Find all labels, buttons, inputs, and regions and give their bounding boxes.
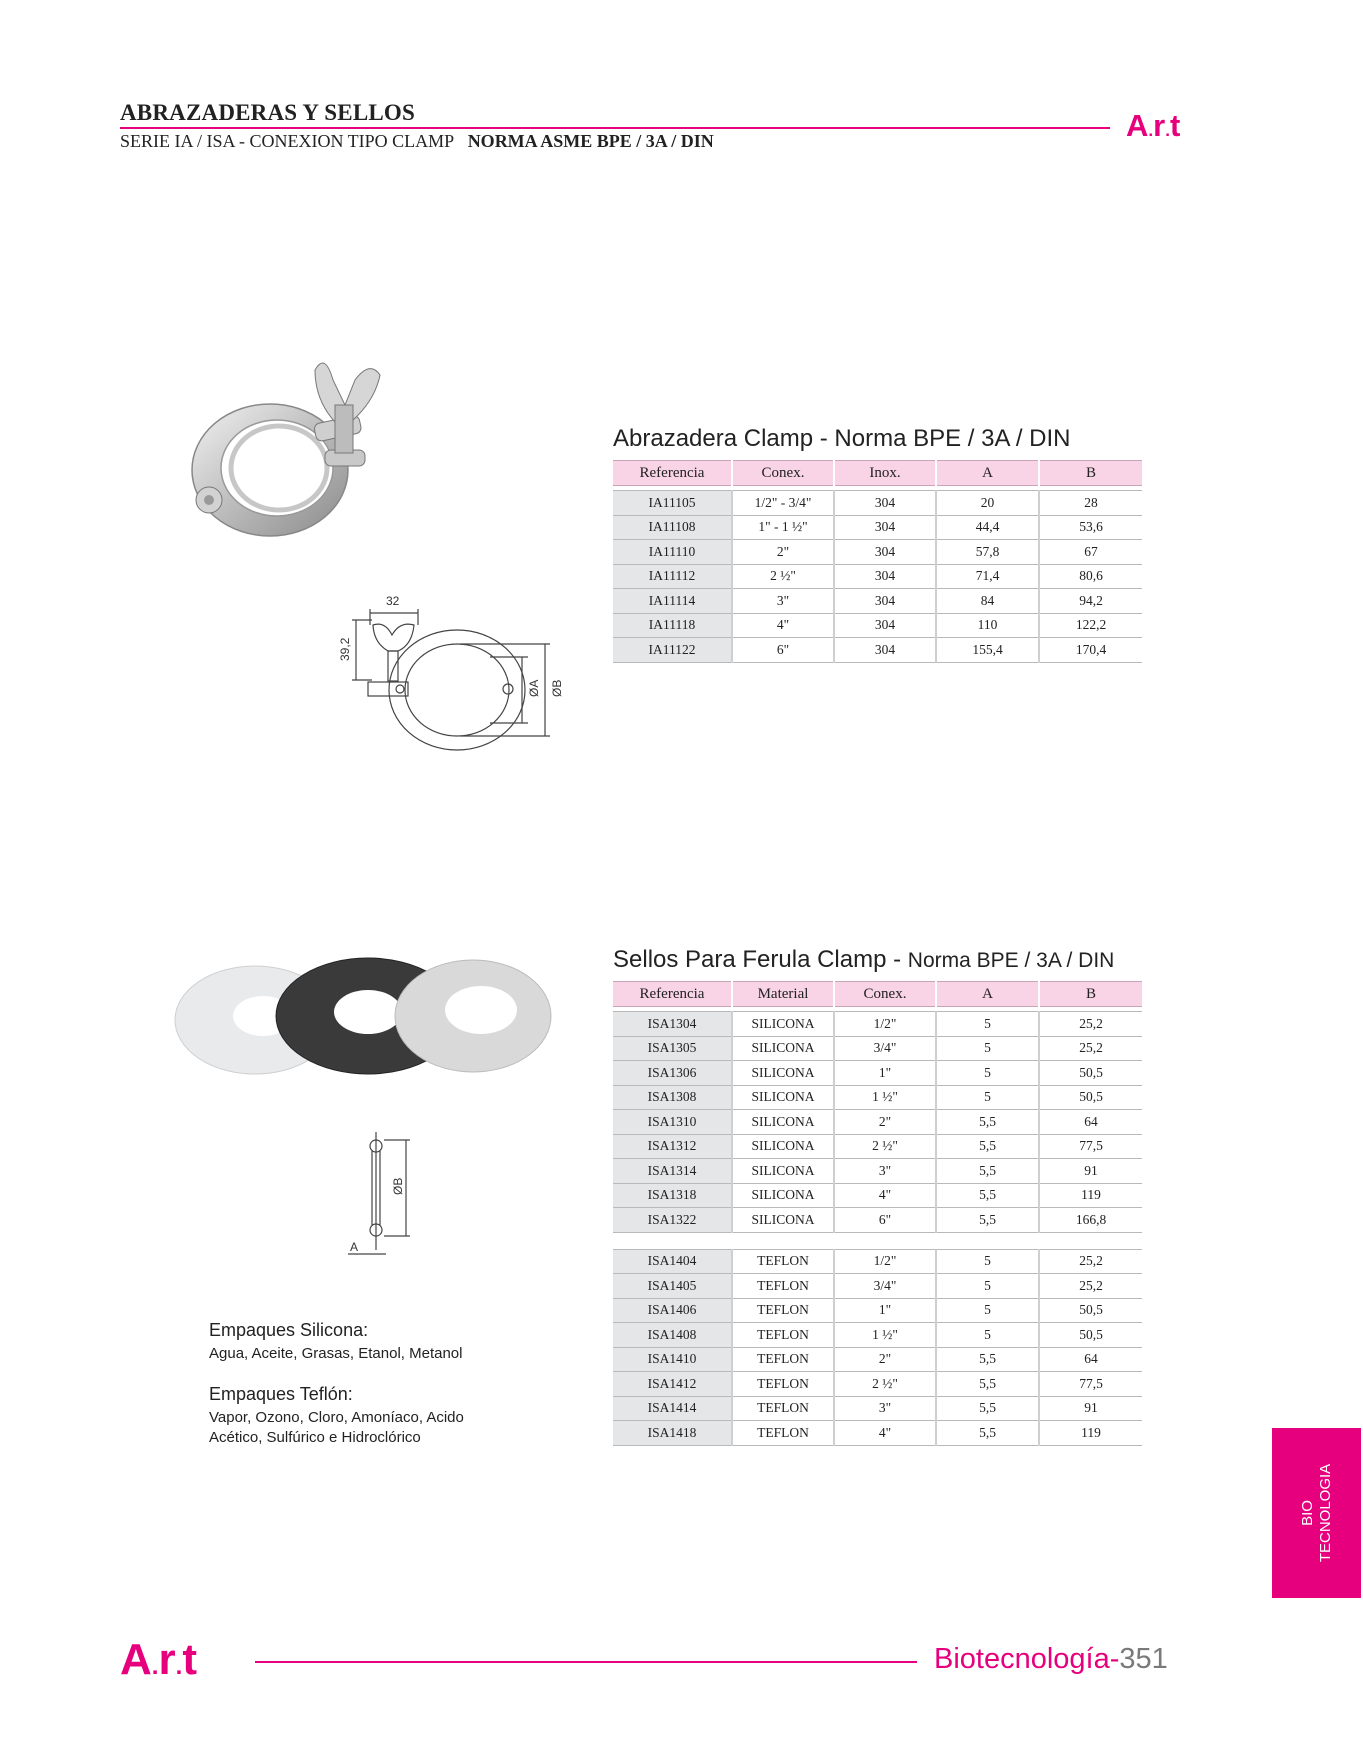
- table-cell: 166,8: [1039, 1208, 1142, 1233]
- table-row: [613, 1249, 1142, 1274]
- seal-dim-b-label: ØB: [391, 1177, 405, 1195]
- dim-b-label: ØB: [550, 679, 564, 697]
- teflon-notes-text-1: Vapor, Ozono, Cloro, Amoníaco, Acido: [209, 1409, 464, 1426]
- table-cell: 53,6: [1039, 515, 1142, 540]
- table-cell: 5,5: [936, 1372, 1039, 1397]
- table-cell: 119: [1039, 1421, 1142, 1446]
- table-row: [613, 1183, 1142, 1208]
- table-cell: TEFLON: [732, 1249, 834, 1274]
- table-cell: 3/4": [834, 1036, 936, 1061]
- table-cell: ISA1405: [613, 1274, 732, 1299]
- dim-a-label: ØA: [527, 679, 541, 697]
- header-logo: [1126, 108, 1180, 144]
- column-header: Referencia: [613, 982, 732, 1007]
- table-cell: 110: [936, 613, 1039, 638]
- table-cell: 20: [936, 491, 1039, 516]
- table-cell: 304: [834, 613, 936, 638]
- column-header: Conex.: [834, 982, 936, 1007]
- table-cell: SILICONA: [732, 1110, 834, 1135]
- side-tab-line-2: TECNOLOGIA: [1316, 1463, 1334, 1563]
- table-cell: 6": [834, 1208, 936, 1233]
- table-row: [613, 1274, 1142, 1299]
- table-cell: 5,5: [936, 1183, 1039, 1208]
- table-row: [613, 1208, 1142, 1233]
- side-tab-line-1: BIO: [1298, 1500, 1316, 1526]
- table-cell: TEFLON: [732, 1274, 834, 1299]
- table-cell: IA11108: [613, 515, 732, 540]
- table-cell: ISA1408: [613, 1323, 732, 1348]
- table-cell: ISA1310: [613, 1110, 732, 1135]
- table-cell: TEFLON: [732, 1347, 834, 1372]
- dim-width-label: 32: [386, 594, 400, 608]
- table-cell: ISA1318: [613, 1183, 732, 1208]
- table-cell: 5: [936, 1012, 1039, 1037]
- table-cell: SILICONA: [732, 1208, 834, 1233]
- table-cell: 170,4: [1039, 638, 1142, 663]
- table-cell: 50,5: [1039, 1323, 1142, 1348]
- table-row: [613, 1134, 1142, 1159]
- table-cell: SILICONA: [732, 1085, 834, 1110]
- seals-photo: [175, 958, 550, 1080]
- table-cell: ISA1304: [613, 1012, 732, 1037]
- table-cell: 91: [1039, 1159, 1142, 1184]
- clamp-table: [613, 460, 1142, 663]
- silicone-notes-heading: Empaques Silicona:: [209, 1320, 369, 1340]
- table-cell: 5,5: [936, 1421, 1039, 1446]
- table-cell: 2 ½": [834, 1372, 936, 1397]
- column-header: A: [936, 461, 1039, 486]
- table-cell: 1 ½": [834, 1085, 936, 1110]
- table-cell: 6": [732, 638, 834, 663]
- table-spacer: [613, 1232, 1142, 1245]
- table-cell: 122,2: [1039, 613, 1142, 638]
- table-row: [613, 1396, 1142, 1421]
- table-cell: IA11122: [613, 638, 732, 663]
- table-cell: 304: [834, 515, 936, 540]
- header-rule: [120, 127, 1110, 129]
- logo-letter-a: A: [1126, 108, 1149, 143]
- table-cell: 5,5: [936, 1159, 1039, 1184]
- table-cell: 25,2: [1039, 1012, 1142, 1037]
- table-cell: 77,5: [1039, 1372, 1142, 1397]
- table-row: [613, 1085, 1142, 1110]
- footer-logo: [120, 1635, 197, 1685]
- table-row: [613, 1110, 1142, 1135]
- table-cell: ISA1322: [613, 1208, 732, 1233]
- table-cell: TEFLON: [732, 1298, 834, 1323]
- table-cell: 5,5: [936, 1208, 1039, 1233]
- silicone-notes-text: Agua, Aceite, Grasas, Etanol, Metanol: [209, 1345, 463, 1362]
- table-cell: ISA1412: [613, 1372, 732, 1397]
- table-row: [613, 491, 1142, 516]
- table-cell: 119: [1039, 1183, 1142, 1208]
- teflon-notes-text-2: Acético, Sulfúrico e Hidroclórico: [209, 1429, 421, 1446]
- table-cell: 94,2: [1039, 589, 1142, 614]
- table-cell: ISA1305: [613, 1036, 732, 1061]
- table-cell: 25,2: [1039, 1036, 1142, 1061]
- logo-letter-t: t: [1169, 108, 1181, 143]
- table-cell: 5,5: [936, 1396, 1039, 1421]
- table-cell: 80,6: [1039, 564, 1142, 589]
- table-cell: 64: [1039, 1110, 1142, 1135]
- column-header: B: [1039, 461, 1142, 486]
- table-cell: 304: [834, 589, 936, 614]
- table-cell: 5,5: [936, 1134, 1039, 1159]
- table-cell: IA11114: [613, 589, 732, 614]
- table-cell: IA11105: [613, 491, 732, 516]
- table-cell: 5: [936, 1036, 1039, 1061]
- table-cell: 5: [936, 1085, 1039, 1110]
- table-cell: ISA1314: [613, 1159, 732, 1184]
- table-row: [613, 1012, 1142, 1037]
- table-row: [613, 1347, 1142, 1372]
- table-cell: 3": [732, 589, 834, 614]
- table-cell: 4": [834, 1183, 936, 1208]
- column-header: B: [1039, 982, 1142, 1007]
- column-header: Conex.: [732, 461, 834, 486]
- table-cell: 77,5: [1039, 1134, 1142, 1159]
- table-cell: ISA1406: [613, 1298, 732, 1323]
- table-cell: ISA1414: [613, 1396, 732, 1421]
- table-cell: TEFLON: [732, 1421, 834, 1446]
- table-cell: 25,2: [1039, 1249, 1142, 1274]
- logo-dot: .: [1165, 121, 1170, 140]
- logo-letter-r: r: [1153, 108, 1166, 143]
- table-row: [613, 564, 1142, 589]
- table-cell: 3": [834, 1159, 936, 1184]
- seal-section-title: [613, 946, 1114, 974]
- logo-letter-r: r: [158, 1635, 176, 1684]
- logo-dot: .: [1148, 121, 1154, 140]
- clamp-section-title: Abrazadera Clamp - Norma BPE / 3A / DIN: [613, 425, 1071, 452]
- footer-section-name: Biotecnología-: [934, 1643, 1120, 1675]
- seal-dim-a-label: A: [350, 1240, 359, 1254]
- subtitle-norm: NORMA ASME BPE / 3A / DIN: [467, 131, 714, 151]
- table-row: [613, 638, 1142, 663]
- dim-height-label: 39,2: [338, 637, 352, 661]
- table-cell: TEFLON: [732, 1372, 834, 1397]
- table-cell: 304: [834, 540, 936, 565]
- table-cell: 57,8: [936, 540, 1039, 565]
- logo-dot: .: [151, 1653, 159, 1680]
- table-cell: 155,4: [936, 638, 1039, 663]
- table-cell: 5,5: [936, 1110, 1039, 1135]
- table-cell: 4": [732, 613, 834, 638]
- table-cell: 50,5: [1039, 1061, 1142, 1086]
- table-row: [613, 1323, 1142, 1348]
- clamp-photo: [175, 350, 405, 560]
- table-cell: TEFLON: [732, 1396, 834, 1421]
- table-cell: 2 ½": [732, 564, 834, 589]
- table-cell: 5: [936, 1323, 1039, 1348]
- table-cell: 64: [1039, 1347, 1142, 1372]
- table-cell: ISA1306: [613, 1061, 732, 1086]
- table-cell: 304: [834, 491, 936, 516]
- table-cell: SILICONA: [732, 1036, 834, 1061]
- table-cell: 50,5: [1039, 1298, 1142, 1323]
- table-cell: 5,5: [936, 1347, 1039, 1372]
- table-row: [613, 1298, 1142, 1323]
- footer-page-label: [934, 1643, 1168, 1676]
- table-cell: IA11118: [613, 613, 732, 638]
- table-row: [613, 515, 1142, 540]
- table-cell: SILICONA: [732, 1134, 834, 1159]
- table-cell: 50,5: [1039, 1085, 1142, 1110]
- table-cell: 67: [1039, 540, 1142, 565]
- table-cell: 304: [834, 638, 936, 663]
- logo-dot: .: [175, 1653, 183, 1680]
- table-cell: 1/2" - 3/4": [732, 491, 834, 516]
- table-cell: TEFLON: [732, 1323, 834, 1348]
- table-cell: 5: [936, 1249, 1039, 1274]
- table-cell: IA11112: [613, 564, 732, 589]
- table-cell: 1/2": [834, 1012, 936, 1037]
- table-cell: ISA1410: [613, 1347, 732, 1372]
- table-cell: 3/4": [834, 1274, 936, 1299]
- column-header: Inox.: [834, 461, 936, 486]
- table-cell: 44,4: [936, 515, 1039, 540]
- table-cell: ISA1418: [613, 1421, 732, 1446]
- seal-title-main: Sellos Para Ferula Clamp -: [613, 946, 902, 973]
- section-side-tab: [1272, 1428, 1361, 1598]
- logo-letter-a: A: [120, 1635, 152, 1684]
- table-cell: SILICONA: [732, 1061, 834, 1086]
- column-header: A: [936, 982, 1039, 1007]
- footer-rule: [255, 1661, 917, 1663]
- page-number: 351: [1119, 1643, 1168, 1675]
- table-cell: IA11110: [613, 540, 732, 565]
- table-cell: 1": [834, 1298, 936, 1323]
- table-cell: 5: [936, 1061, 1039, 1086]
- column-header: Material: [732, 982, 834, 1007]
- page-title: ABRAZADERAS Y SELLOS: [120, 100, 415, 125]
- table-cell: ISA1404: [613, 1249, 732, 1274]
- table-row: [613, 589, 1142, 614]
- table-row: [613, 1421, 1142, 1446]
- table-cell: 91: [1039, 1396, 1142, 1421]
- table-cell: 2 ½": [834, 1134, 936, 1159]
- table-cell: 1": [834, 1061, 936, 1086]
- table-cell: 28: [1039, 491, 1142, 516]
- page-subtitle: [120, 131, 714, 152]
- table-cell: 1/2": [834, 1249, 936, 1274]
- column-header: Referencia: [613, 461, 732, 486]
- table-row: [613, 1372, 1142, 1397]
- seal-table: [613, 981, 1142, 1446]
- teflon-notes-heading: Empaques Teflón:: [209, 1384, 353, 1404]
- table-cell: 71,4: [936, 564, 1039, 589]
- seal-title-norm: Norma BPE / 3A / DIN: [907, 949, 1115, 972]
- logo-letter-t: t: [182, 1635, 198, 1684]
- table-cell: 304: [834, 564, 936, 589]
- table-cell: ISA1312: [613, 1134, 732, 1159]
- table-cell: 4": [834, 1421, 936, 1446]
- table-cell: SILICONA: [732, 1159, 834, 1184]
- table-row: [613, 1036, 1142, 1061]
- table-cell: 1" - 1 ½": [732, 515, 834, 540]
- seal-drawing: [340, 1130, 420, 1260]
- table-cell: 1 ½": [834, 1323, 936, 1348]
- table-cell: 3": [834, 1396, 936, 1421]
- table-cell: SILICONA: [732, 1012, 834, 1037]
- table-cell: 84: [936, 589, 1039, 614]
- clamp-drawing: [340, 585, 580, 760]
- table-cell: 2": [732, 540, 834, 565]
- table-cell: ISA1308: [613, 1085, 732, 1110]
- table-cell: 2": [834, 1110, 936, 1135]
- table-row: [613, 540, 1142, 565]
- table-cell: 2": [834, 1347, 936, 1372]
- table-cell: 25,2: [1039, 1274, 1142, 1299]
- table-cell: 5: [936, 1274, 1039, 1299]
- table-row: [613, 613, 1142, 638]
- table-cell: 5: [936, 1298, 1039, 1323]
- table-row: [613, 1159, 1142, 1184]
- subtitle-series: SERIE IA / ISA - CONEXION TIPO CLAMP: [120, 131, 455, 151]
- table-row: [613, 1061, 1142, 1086]
- table-cell: SILICONA: [732, 1183, 834, 1208]
